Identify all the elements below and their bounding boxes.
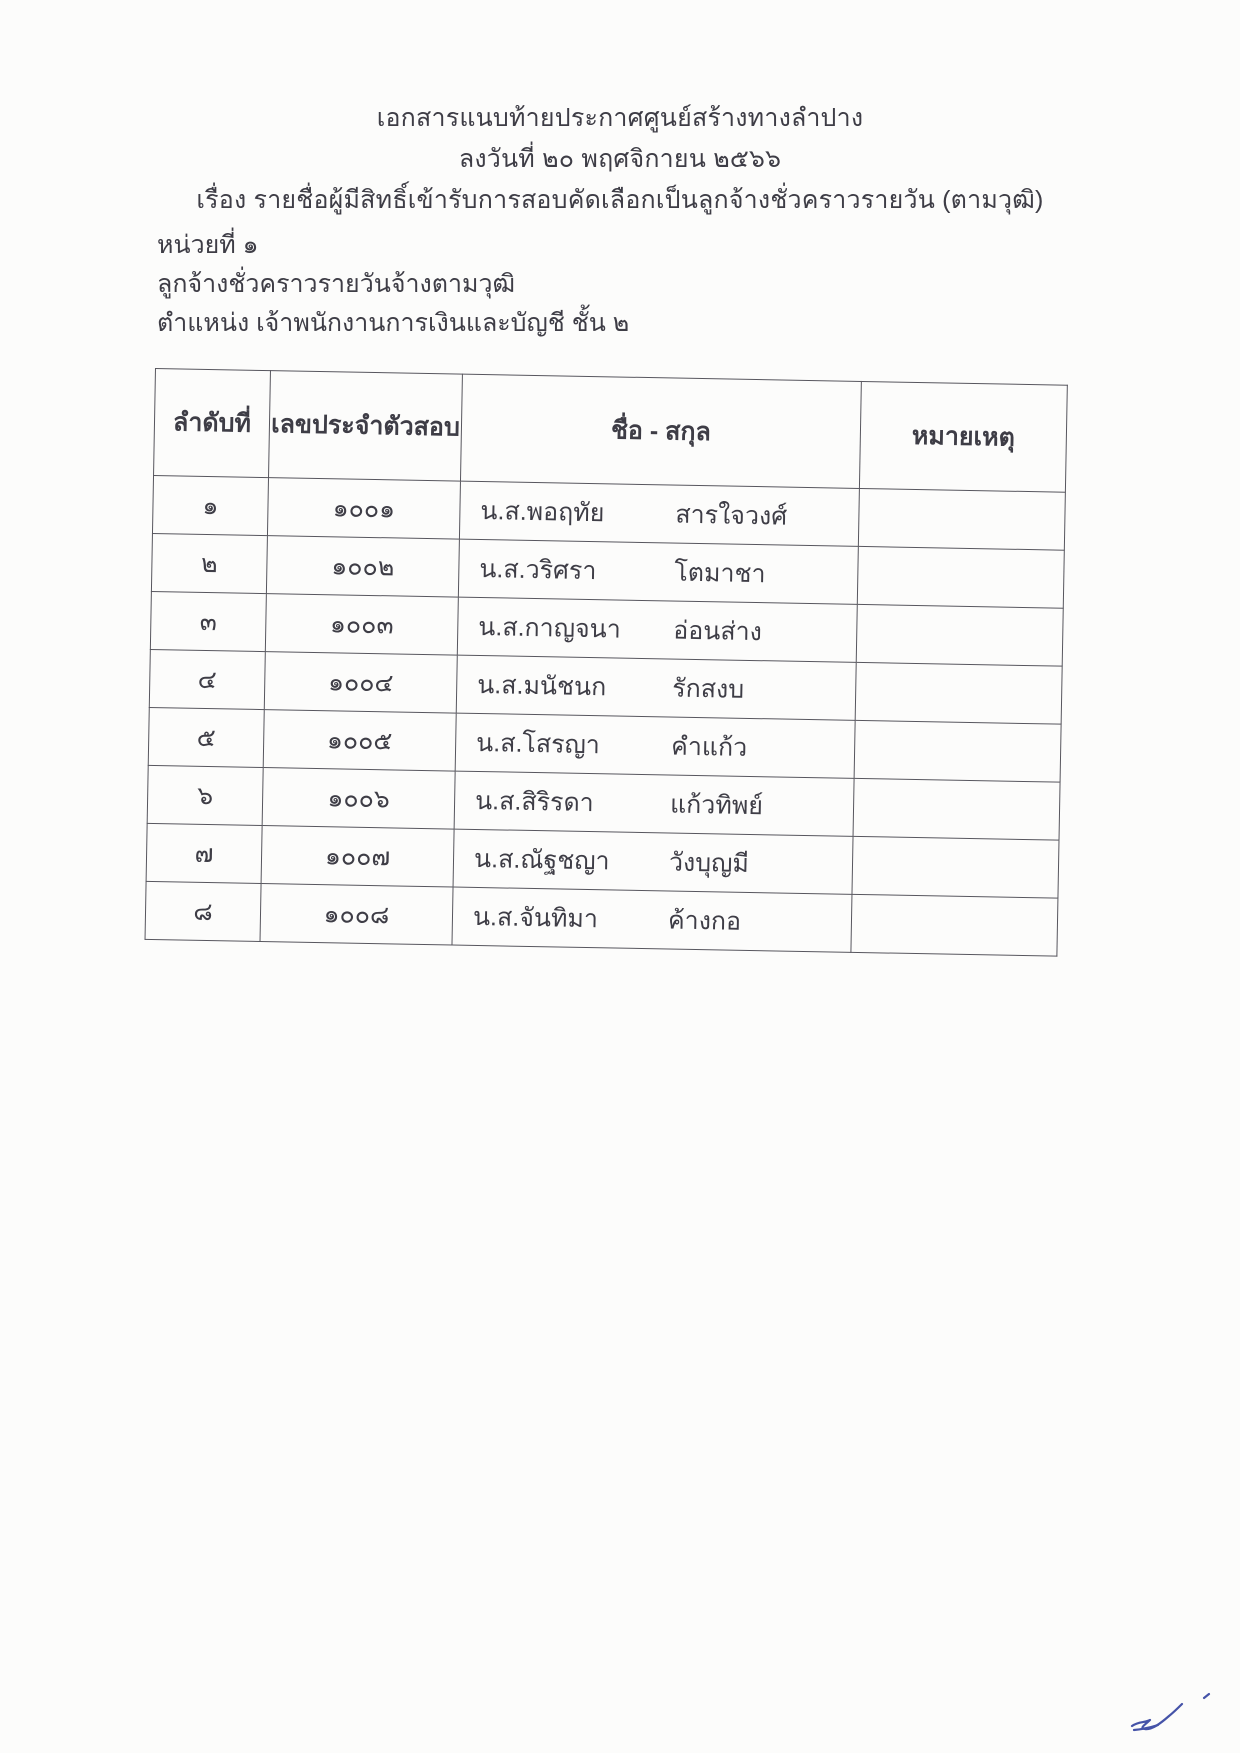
row-surname: ค้างกอ [667,905,742,936]
row-name [456,655,856,720]
row-remark [854,720,1061,782]
row-remark [851,894,1058,956]
row-given-name: น.ส.สิริรดา [474,786,595,817]
row-no: ๖ [147,765,263,825]
row-name [452,887,852,952]
header-line-date: ลงวันที่ ๒๐ พฤศจิกายน ๒๕๖๖ [458,145,782,173]
row-surname: วังบุญมี [668,848,750,878]
table-header-row [154,369,1068,493]
row-surname: สารใจวงศ์ [675,500,788,531]
row-no: ๓ [150,591,266,651]
row-surname: โตมาชา [674,558,766,588]
row-no: ๗ [146,823,262,883]
row-surname: รักสงบ [671,674,745,704]
row-given-name: น.ส.โสรญา [475,728,601,759]
row-exam-id: ๑๐๐๖ [262,768,455,830]
row-exam-id: ๑๐๐๒ [266,536,459,598]
col-header-exam-id: เลขประจำตัวสอบ [269,371,463,482]
row-remark [853,778,1060,840]
row-remark [858,488,1065,550]
document-header [0,98,1240,221]
document-meta [157,226,629,343]
position-line: ตำแหน่ง เจ้าพนักงานการเงินและบัญชี ชั้น ๒ [157,309,630,337]
row-given-name: น.ส.กาญจนา [478,612,622,644]
header-line-subject: เรื่อง รายชื่อผู้มีสิทธิ์เข้ารับการสอบคัดเลือกเป็นลูกจ้างชั่วคราวรายวัน (ตามวุฒิ) [196,186,1044,214]
row-no: ๕ [148,707,264,767]
row-no: ๑ [152,475,268,535]
blue-ink-initial-mark [1126,1686,1216,1738]
row-remark [855,662,1062,724]
row-given-name: น.ส.พอฤทัย [480,496,605,527]
row-no: ๘ [145,881,261,941]
row-no: ๔ [149,649,265,709]
row-name [457,597,857,662]
unit-line: หน่วยที่ ๑ [157,231,259,259]
row-given-name: น.ส.มนัชนก [476,670,607,701]
row-name [453,829,853,894]
row-surname: คำแก้ว [670,732,748,762]
row-exam-id: ๑๐๐๘ [260,884,453,946]
col-header-name: ชื่อ - สกุล [460,374,861,488]
row-name [454,771,854,836]
row-no: ๒ [151,533,267,593]
row-name [458,539,858,604]
row-exam-id: ๑๐๐๓ [265,594,458,656]
row-exam-id: ๑๐๐๑ [267,478,460,540]
row-remark [857,546,1064,608]
col-header-remark: หมายเหตุ [859,381,1067,492]
employment-type-line: ลูกจ้างชั่วคราวรายวันจ้างตามวุฒิ [157,270,516,298]
header-line-title: เอกสารแนบท้ายประกาศศูนย์สร้างทางลำปาง [376,104,864,132]
row-given-name: น.ส.จันทิมา [472,902,599,933]
row-surname: อ่อนส่าง [673,616,763,646]
row-remark [852,836,1059,898]
candidate-roster-table [145,368,1068,957]
row-exam-id: ๑๐๐๗ [261,826,454,888]
row-name [455,713,855,778]
row-name [459,481,859,546]
col-header-no: ลำดับที่ [154,369,271,478]
row-remark [856,604,1063,666]
row-exam-id: ๑๐๐๔ [264,652,457,714]
row-given-name: น.ส.วริศรา [479,554,597,585]
row-exam-id: ๑๐๐๕ [263,710,456,772]
candidate-table-wrap [145,368,1068,957]
row-given-name: น.ส.ณัฐชญา [473,844,610,875]
row-surname: แก้วทิพย์ [669,790,764,820]
